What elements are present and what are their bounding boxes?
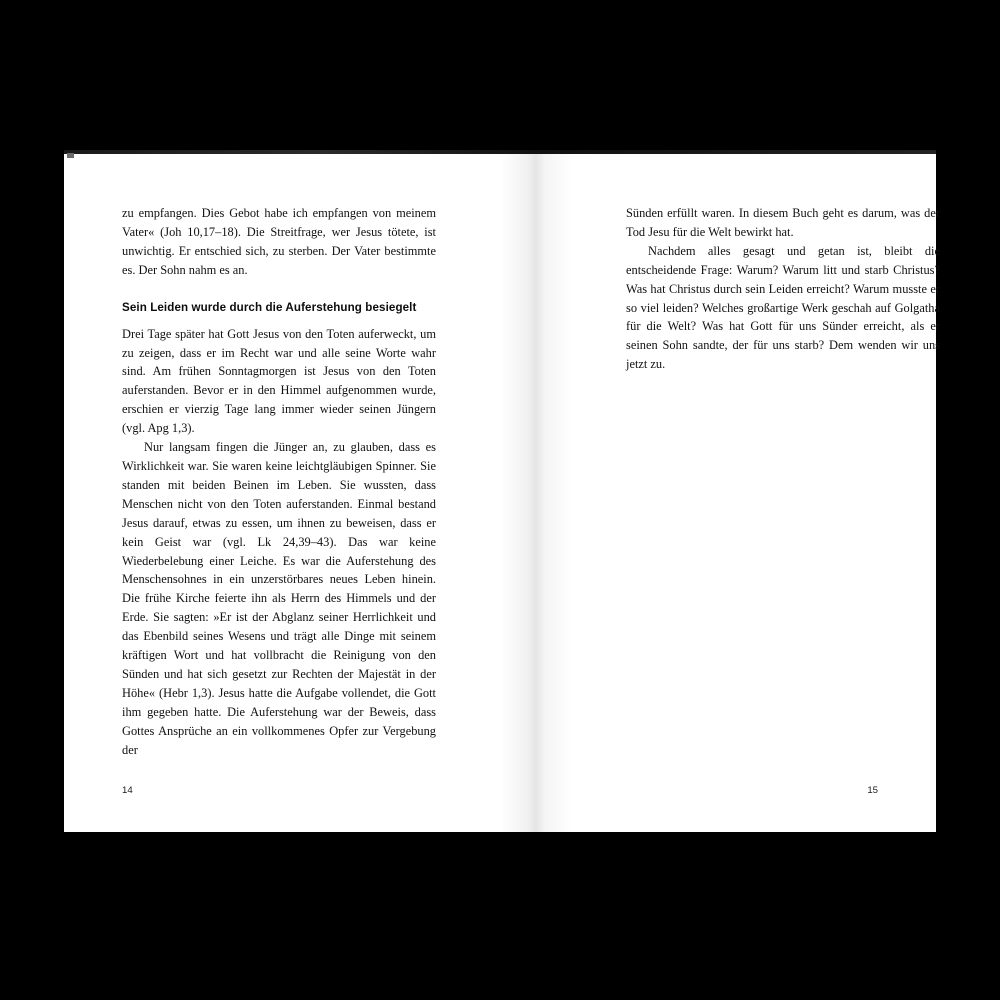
paragraph: Drei Tage später hat Gott Jesus von den Toten auferweckt, um zu zeigen, dass er im Recht war und alle seine Worte wahr sind. Am frühen Sonntagmorgen ist Jesus von den Toten auferstanden. Bevor er in den Himmel aufgenommen wurde, erschien er vierzig Tage lang immer wieder seinen Jüngern (vgl. Apg 1,3). [122, 326, 436, 436]
section-subheading: Sein Leiden wurde durch die Auferstehung besiegelt [122, 300, 417, 314]
left-page [64, 154, 500, 832]
paragraph: Nur langsam fingen die Jünger an, zu glauben, dass es Wirklichkeit war. Sie waren keine leichtgläubigen Spinner. Sie standen mit beiden Beinen im Leben. Sie wussten, dass Menschen nicht von den Toten auferstanden. Einmal bestand Jesus darauf, etwas zu essen, um ihnen zu beweisen, dass er kein Geist war (vgl. Lk 24,39–43). Das war keine Wiederbelebung einer Leiche. Es war die Auferstehung des Menschensohnes in ein unzerstörbares neues Leben hinein. Die frühe Kirche feierte ihn als Herrn des Himmels und der Erde. Sie sagten: »Er ist der Abglanz seiner Herrlichkeit und das Ebenbild seines Wesens und trägt alle Dinge mit seinem kräftigen Wort und hat vollbracht die Reinigung von den Sünden und hat sich gesetzt zur Rechten der Majestät in der Höhe« (Hebr 1,3). Jesus hatte die Aufgabe vollendet, die Gott ihm gegeben hatte. Die Auferstehung war der Beweis, dass Gottes Ansprüche an ein vollkommenes Opfer zur Vergebung der [122, 440, 436, 757]
paragraph: Sünden erfüllt waren. In diesem Buch geht es darum, was der Tod Jesu für die Welt bewirkt hat. [626, 206, 940, 239]
book-spread [64, 150, 940, 832]
paragraph: Nachdem alles gesagt und getan ist, bleibt die entscheidende Frage: Warum? Warum litt und starb Christus? Was hat Christus durch sein Leiden erreicht? Warum musste er so viel leiden? Welches großartige Werk geschah auf Golgatha für die Welt? Was hat Gott für uns Sünder erreicht, als er seinen Sohn sandte, der für uns starb? Dem wenden wir uns jetzt zu. [626, 243, 940, 372]
page-number-right: 15 [867, 785, 878, 796]
left-text-column [122, 204, 436, 759]
right-page [500, 154, 940, 832]
paragraph: zu empfangen. Dies Gebot habe ich empfangen von meinem Vater« (Joh 10,17–18). Die Streitfrage, wer Jesus tötete, ist unwichtig. Er entschied sich, zu sterben. Der Vater bestimmte es. Der Sohn nahm es an. [122, 206, 436, 277]
right-text-column [626, 204, 940, 374]
page-number-left: 14 [122, 785, 133, 796]
